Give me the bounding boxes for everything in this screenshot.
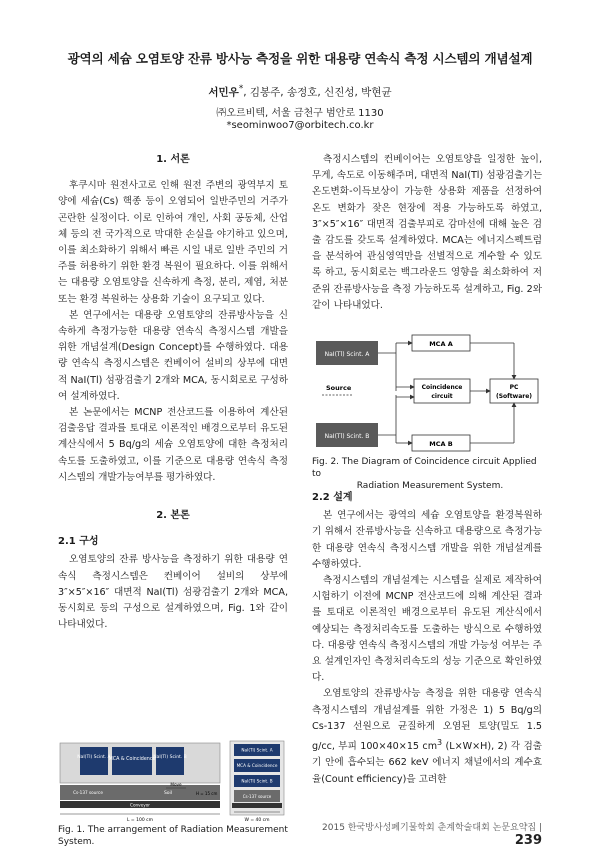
fig2-coincidence-label-2: circuit [431, 393, 453, 400]
right-column-top [312, 152, 542, 314]
fig2-detector-b-label: NaI(Tl) Scint. B [324, 433, 370, 440]
fig2-mca-b-label: MCA B [429, 440, 453, 448]
paper-title: 광역의 세슘 오염토양 잔류 방사능 측정을 위한 대용량 연속식 측정 시스템의 개념설계 [67, 51, 533, 66]
p22c-superscript: 3 [437, 738, 443, 748]
figure-2-caption-line-1: Fig. 2. The Diagram of Coincidence circuit Applied to [312, 457, 537, 479]
move-label: Move [170, 782, 182, 787]
fig2-pc-label-1: PC [509, 384, 519, 391]
page-footer [320, 820, 542, 848]
author-list [0, 84, 600, 100]
corresponding-mark: * [238, 84, 244, 94]
fig2-detector-a-label: NaI(Tl) Scint. A [324, 351, 370, 358]
lead-author: 서민우 [208, 86, 239, 99]
right-column-bottom [312, 490, 542, 788]
intro-heading: 1. 서론 [156, 154, 190, 165]
page-number: 239 [514, 833, 542, 848]
mca-label: MCA & Coincidence [108, 757, 156, 762]
figure-2-caption-line-2: Radiation Measurement System. [356, 481, 504, 491]
fig2-source-label: Source [326, 384, 352, 392]
footer-text: 2015 한국방사성폐기물학회 춘계학술대회 논문요약집 | [322, 823, 542, 833]
section-2-1-paragraph: 오염토양의 잔류 방사능을 측정하기 위한 대용량 연속식 측정시스템은 컨베이어 설비의 상부에 3″×5″×16″ 대면적 NaI(Tl) 섬광검출기 2개와 MCA, 동시회로 등의 구성으로 설계하였으며, Fig. 1와 같이 나타내었다. [58, 554, 288, 631]
body-heading: 2. 본론 [156, 510, 190, 522]
width-label: W = 40 cm [244, 818, 270, 823]
figure-2-caption [312, 456, 548, 492]
affiliation: ㈜오르비텍, 서울 금천구 범안로 1130 [216, 108, 384, 119]
detector-a-box [80, 747, 108, 775]
soil-label: Soil [163, 791, 173, 796]
p22c-part-1: 오염토양의 잔류방사능 측정을 위한 대용량 연속식 측정시스템의 개념설계를 위한 가정은 1) 5 Bq/g의 Cs-137 선원으로 균질하게 오염된 토양(밀도 1.5 g/cc, 부피 100×40×15 cm [312, 688, 542, 753]
end-mca-label: MCA & Coincidence [236, 763, 278, 768]
section-2-2-paragraph-1: 본 연구에서는 광역의 세슘 오염토양을 환경복원하기 위해서 잔류방사능을 신속하고 대용량으로 측정가능한 대용량 연속식 측정시스템 개발을 위한 개념설계를 수행하였다. [312, 510, 542, 570]
end-source-label: Cs-137 source [242, 794, 272, 799]
co-authors: , 김봉주, 송정호, 신진성, 박현균 [243, 86, 392, 99]
fig2-mca-a-label: MCA A [429, 340, 453, 348]
end-detector-b-label: NaI(Tl) Scint. B [241, 778, 273, 784]
detector-a-label: NaI(Tl) Scint. A [77, 755, 111, 760]
section-2-2-heading: 2.2 설계 [312, 492, 353, 503]
conveyor-label: Conveyor [130, 802, 150, 808]
figure-2-diagram [312, 333, 542, 455]
fig2-pc-label-2: (Software) [495, 393, 533, 400]
length-label: L = 100 cm [126, 818, 154, 823]
figure-1-caption: Fig. 1. The arrangement of Radiation Measurement System. [58, 825, 288, 847]
p22c-part-2: (L×W×H), 2) 각 검출기 안에 흡수되는 662 keV 에너지 채널에서의 계수효율(Count efficiency)을 고려한 [312, 741, 542, 785]
intro-paragraph-2: 본 연구에서는 대용량 오염토양의 잔류방사능을 신속하게 측정가능한 대용량 연속식 측정시스템 개발을 위한 개념설계(Design Concept)를 수행하였다. 대용량 연속식 측정시스템은 컨베이어 설비의 상부에 대면적 NaI(Tl) 섬광검출기 2개와 MCA, 동시회로로 구성하여 설계하였다. [58, 309, 288, 402]
fig2-coincidence-label-1: Coincidence [421, 384, 463, 391]
detector-b-box [156, 747, 184, 775]
detector-b-label: NaI(Tl) Scint. B [153, 755, 187, 760]
section-2-1-heading: 2.1 구성 [58, 536, 99, 548]
end-conveyor [232, 803, 282, 808]
right-paragraph-1: 측정시스템의 컨베이어는 오염토양을 일정한 높이, 무게, 속도로 이동해주며, 대면적 NaI(Tl) 섬광검출기는 온도변화-이득보상이 가능한 상용화 제품을 선정하여 온도 변화가 잦은 현장에 적용 가능하도록 하였고, 3″×5″×16″ 대면적 검출부피로 감마선에 대해 높은 검출 감도를 갖도록 설계하였다. MCA는 에너지스펙트럼을 분석하여 관심영역만을 선별적으로 계수할 수 있도록 하고, 동시회로는 백그라운드 영향을 최소화하여 저준위 잔류방사능을 측정 가능하도록 설계하고, Fig. 2와 같이 나타내었다. [312, 154, 542, 311]
left-column [58, 152, 288, 633]
end-detector-a-label: NaI(Tl) Scint. A [241, 747, 273, 753]
source-label: Cs-137 source [73, 790, 103, 795]
section-2-2-paragraph-2: 측정시스템의 개념설계는 시스템을 실제로 제작하여 시험하기 이전에 MCNP 전산코드에 의해 계산된 결과를 토대로 이론적인 배경으로부터 유도된 계산식에서 예상되는 측정처리속도를 도출하는 방식으로 수행하였다. 대용량 연속식 측정시스템의 개발 가능성 여부는 주요 설계인자인 측정처리속도의 성능 기준으로 확인하였다. [312, 575, 542, 684]
section-2-2-paragraph-3 [312, 686, 542, 787]
contact-email: *seominwoo7@orbitech.co.kr [226, 120, 374, 131]
intro-paragraph-1: 후쿠시마 원전사고로 인해 원전 주변의 광역부지 토양에 세슘(Cs) 핵종 등이 오염되어 일반주민의 거주가 곤란한 실정이다. 이로 인하여 개인, 사회 공동체, 산업체 등의 전 국가적으로 막대한 손실을 야기하고 있으며, 이를 최소화하기 위해서 빠른 시일 내로 일반 주민의 거주를 허용하기 위한 환경 복원이 필요하다. 이를 위해서는 대용량 오염토양을 신속하게 측정, 분리, 제염, 처분 또는 환경 복원하는 상용화 기술이 요구되고 있다. [58, 180, 288, 305]
intro-paragraph-3: 본 논문에서는 MCNP 전산코드를 이용하여 계산된 검출응답 결과를 토대로 이론적인 배경으로부터 유도된 계산식에서 5 Bq/g의 세슘 오염토양에 대한 측정처리속도를 도출하였고, 이를 기준으로 대용량 연속식 측정시스템의 개발가능여부를 평가하였다. [58, 407, 288, 483]
height-label: H = 15 cm [196, 791, 218, 796]
